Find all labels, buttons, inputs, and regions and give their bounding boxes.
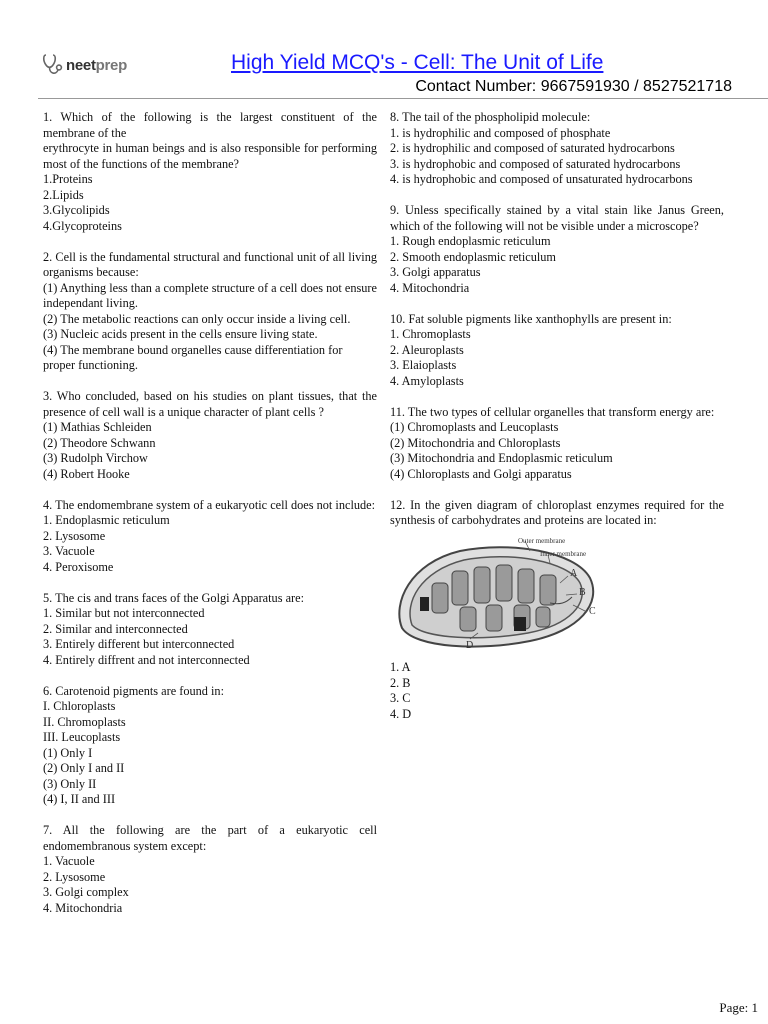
label-d: D — [466, 639, 474, 651]
question-stem: 12. In the given diagram of chloroplast enzymes required for the synthesis of carbohydrates and proteins are located in: — [390, 497, 724, 527]
answer-option: (2) The metabolic reactions can only occur inside a living cell. — [43, 311, 351, 326]
answer-option: 3. Vacuole — [43, 544, 95, 558]
answer-option: 4. Peroxisome — [43, 559, 114, 574]
answer-option: (3) Nucleic acids present in the cells ensure living state. — [43, 327, 318, 341]
answer-option: 4. D — [390, 706, 412, 721]
stethoscope-icon — [42, 52, 64, 78]
contact-number: Contact Number: 9667591930 / 8527521718 — [415, 78, 732, 95]
header-divider — [38, 98, 768, 99]
question-stem: 2. Cell is the fundamental structural and functional unit of all living organisms because: — [43, 249, 377, 279]
answer-option: (1) Chromoplasts and Leucoplasts — [390, 420, 559, 434]
answer-option: (3) Only II — [43, 776, 97, 791]
answer-option: 4. is hydrophobic and composed of unsaturated hydrocarbons — [390, 172, 693, 186]
answer-option: 1. is hydrophilic and composed of phosphate — [390, 125, 611, 140]
answer-option: (1) Anything less than a complete structure of a cell does not ensure independant living. — [43, 280, 377, 310]
left-column — [43, 110, 377, 932]
answer-option: (3) Rudolph Virchow — [43, 451, 148, 465]
question-12 — [390, 498, 724, 723]
question-stem: 4. The endomembrane system of a eukaryotic cell does not include: — [43, 497, 376, 512]
answer-option: 2. Lysosome — [43, 528, 106, 543]
label-b: B — [579, 586, 586, 598]
question-5 — [43, 591, 377, 669]
question-stem: 8. The tail of the phospholipid molecule: — [390, 110, 591, 124]
question-10 — [390, 312, 724, 390]
answer-option: 3.Glycolipids — [43, 203, 110, 217]
answer-option: (1) Only I — [43, 745, 93, 760]
question-stem: 9. Unless specifically stained by a vital stain like Janus Green, which of the following will not be visible under a microscope? — [390, 203, 724, 233]
question-stem: 1. Which of the following is the largest constituent of the membrane of the — [43, 110, 377, 140]
right-column — [390, 110, 724, 738]
answer-option: (1) Mathias Schleiden — [43, 420, 152, 434]
answer-option: (4) I, II and III — [43, 792, 116, 806]
question-stem: 6. Carotenoid pigments are found in: — [43, 683, 225, 698]
question-8 — [390, 110, 724, 188]
question-9 — [390, 203, 724, 296]
question-stem: 5. The cis and trans faces of the Golgi Apparatus are: — [43, 590, 304, 605]
answer-option: 4.Glycoproteins — [43, 218, 122, 233]
question-7 — [43, 823, 377, 916]
question-stem: erythrocyte in human beings and is also responsible for performing most of the functions of the membrane? — [43, 141, 377, 171]
answer-option: 1.Proteins — [43, 172, 93, 186]
question-11 — [390, 405, 724, 483]
label-a: A — [570, 567, 578, 579]
answer-option: III. Leucoplasts — [43, 730, 121, 744]
answer-option: 4. Amyloplasts — [390, 373, 464, 388]
answer-option: II. Chromoplasts — [43, 714, 126, 729]
question-stem: 10. Fat soluble pigments like xanthophylls are present in: — [390, 311, 672, 326]
answer-option: 1. Similar but not interconnected — [43, 606, 205, 620]
label-c: C — [589, 605, 596, 617]
answer-option: 4. Mitochondria — [390, 280, 470, 295]
answer-option: 4. Mitochondria — [43, 900, 123, 915]
question-4 — [43, 498, 377, 576]
right-questions — [390, 110, 724, 482]
answer-option: (2) Theodore Schwann — [43, 435, 156, 450]
answer-option: (3) Mitochondria and Endoplasmic reticulum — [390, 451, 613, 465]
answer-option: 3. Elaioplasts — [390, 358, 457, 372]
question-stem: 7. All the following are the part of a eukaryotic cell endomembranous system except: — [43, 823, 377, 853]
answer-option: 2. Lysosome — [43, 869, 106, 884]
answer-option: 3. Golgi apparatus — [390, 265, 481, 279]
answer-option: 2. Smooth endoplasmic reticulum — [390, 249, 556, 264]
answer-option: 1. Chromoplasts — [390, 327, 471, 341]
answer-option: 3. Entirely different but interconnected — [43, 637, 235, 651]
answer-option: 2. B — [390, 675, 411, 690]
answer-option: 2.Lipids — [43, 187, 84, 202]
question-stem: 11. The two types of cellular organelles that transform energy are: — [390, 404, 715, 419]
answer-option: 2. is hydrophilic and composed of saturated hydrocarbons — [390, 141, 675, 155]
answer-option: 1. A — [390, 660, 411, 674]
answer-option: 3. is hydrophobic and composed of saturated hydrocarbons — [390, 156, 681, 171]
page-title[interactable]: High Yield MCQ's - Cell: The Unit of Life — [231, 51, 604, 74]
chloroplast-diagram — [390, 533, 630, 653]
question-1 — [43, 110, 377, 234]
answer-option: 1. Vacuole — [43, 854, 95, 868]
question-12-options — [390, 660, 724, 722]
answer-option: (2) Only I and II — [43, 761, 125, 775]
answer-option: (2) Mitochondria and Chloroplasts — [390, 435, 561, 450]
page-number: Page: 1 — [719, 1000, 758, 1015]
question-stem: 3. Who concluded, based on his studies on plant tissues, that the presence of cell wall is a unique character of plant cells ? — [43, 389, 377, 419]
logo-neet: neet — [66, 56, 96, 74]
label-outer-membrane: Outer membrane — [518, 536, 566, 545]
answer-option: I. Chloroplasts — [43, 699, 116, 713]
answer-option: 2. Similar and interconnected — [43, 621, 188, 636]
answer-option: 4. Entirely diffrent and not interconnected — [43, 652, 250, 667]
question-6 — [43, 684, 377, 808]
answer-option: 3. C — [390, 691, 411, 705]
logo-prep: prep — [95, 56, 127, 74]
label-inner-membrane: Inner membrane — [540, 549, 587, 558]
answer-option: (4) Robert Hooke — [43, 466, 130, 481]
answer-option: 2. Aleuroplasts — [390, 342, 464, 357]
answer-option: 3. Golgi complex — [43, 885, 129, 899]
neetprep-logo[interactable] — [42, 52, 127, 78]
logo-wordmark — [66, 57, 127, 74]
answer-option: (4) The membrane bound organelles cause differentiation for proper functioning. — [43, 342, 343, 372]
answer-option: 1. Rough endoplasmic reticulum — [390, 234, 551, 248]
question-3 — [43, 389, 377, 482]
answer-option: (4) Chloroplasts and Golgi apparatus — [390, 466, 572, 481]
answer-option: 1. Endoplasmic reticulum — [43, 513, 170, 527]
question-2 — [43, 250, 377, 374]
